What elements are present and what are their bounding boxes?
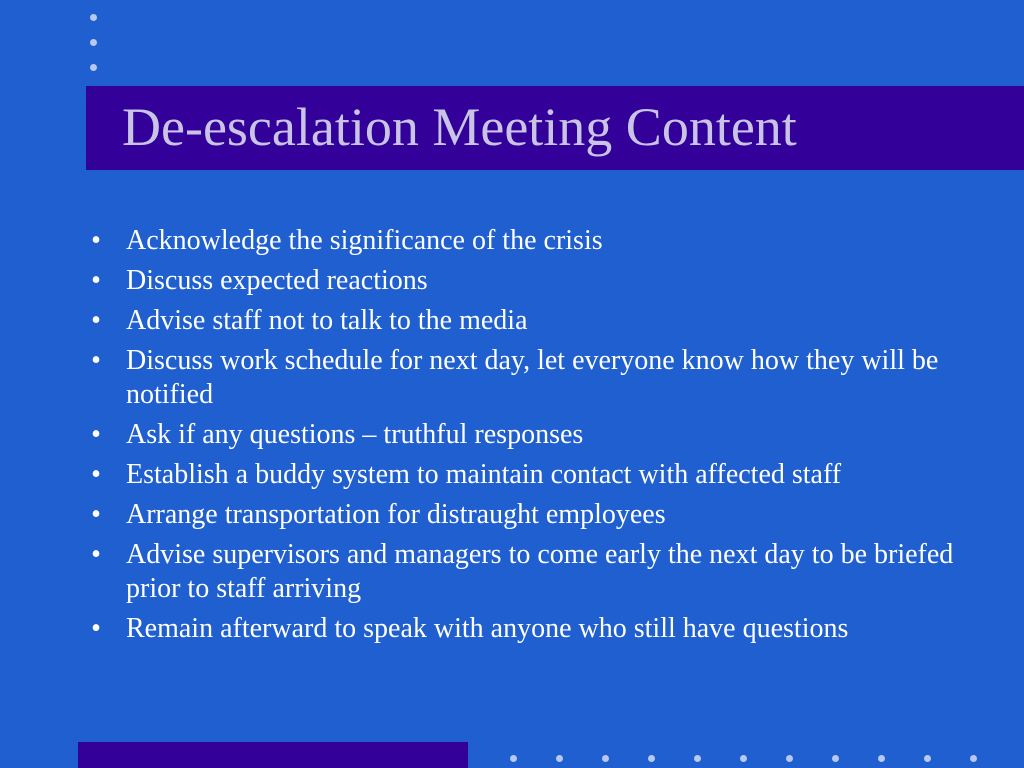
decorative-dot [694, 755, 701, 762]
bullet-item [86, 264, 956, 298]
bullet-item [86, 612, 956, 646]
bullet-list [86, 224, 956, 652]
bullet-item [86, 418, 956, 452]
decorative-dot [832, 755, 839, 762]
bullet-item [86, 224, 956, 258]
decorative-dot [602, 755, 609, 762]
bullet-icon: • [91, 345, 101, 376]
bullet-text: Ask if any questions – truthful responses [126, 419, 584, 450]
bullet-icon: • [91, 265, 101, 296]
decorative-dot [970, 755, 977, 762]
bullet-item [86, 538, 956, 606]
bullet-text: Advise supervisors and managers to come early the next day to be briefed prior to staff arriving [126, 539, 954, 604]
decorative-dot [510, 755, 517, 762]
bullet-text: Establish a buddy system to maintain contact with affected staff [126, 459, 842, 490]
footer-bar [78, 742, 468, 768]
decorative-dot [648, 755, 655, 762]
bullet-text: Advise staff not to talk to the media [126, 305, 528, 336]
decorative-dot [90, 64, 97, 71]
bullet-icon: • [91, 419, 101, 450]
bullet-icon: • [91, 225, 101, 256]
bullet-item [86, 304, 956, 338]
bullet-text: Acknowledge the significance of the crisis [126, 225, 603, 256]
decorative-dot [556, 755, 563, 762]
bullet-text: Arrange transportation for distraught employees [126, 499, 666, 530]
bullet-text: Discuss work schedule for next day, let everyone know how they will be notified [126, 345, 939, 410]
bullet-icon: • [91, 613, 101, 644]
bullet-icon: • [91, 539, 101, 570]
bullet-item [86, 458, 956, 492]
bullet-icon: • [91, 459, 101, 490]
bullet-item [86, 344, 956, 412]
bullet-text: Remain afterward to speak with anyone who still have questions [126, 613, 849, 644]
slide-title: De-escalation Meeting Content [122, 97, 797, 157]
bullet-item [86, 498, 956, 532]
bullet-icon: • [91, 499, 101, 530]
decorative-dot [740, 755, 747, 762]
decorative-dot [924, 755, 931, 762]
decorative-dot [90, 14, 97, 21]
bullet-icon: • [91, 305, 101, 336]
decorative-dot [90, 39, 97, 46]
bullet-text: Discuss expected reactions [126, 265, 428, 296]
decorative-dot [786, 755, 793, 762]
decorative-dot [878, 755, 885, 762]
